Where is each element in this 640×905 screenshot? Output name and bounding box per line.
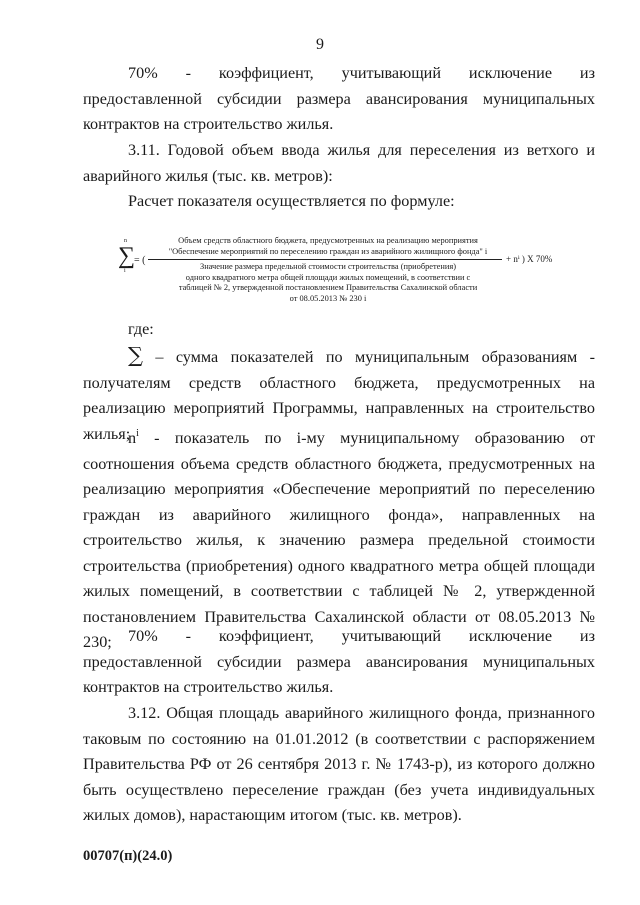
formula-sum-upper: n xyxy=(124,238,127,244)
ni-definition xyxy=(83,421,595,656)
formula-sigma-symbol: ∑ xyxy=(118,243,136,269)
formula-equals: = ( xyxy=(134,255,146,266)
sigma-definition-text: – сумма показателей по муниципальным образованиям - получателям средств областного бюджета, предусмотренных на реализацию мероприятий Программы, направленных на строительство жилья; xyxy=(83,348,595,443)
formula-denominator-line-4: от 08.05.2013 № 230 i xyxy=(289,293,367,303)
ni-superscript: i xyxy=(136,428,139,439)
ni-definition-text: - показатель по i-му муниципальному образованию от соотношения объема средств областного бюджета, предусмотренных на реализацию мероприятия «Обеспечение мероприятий по переселению граждан из аварийного жилищного фонда», направленных на строительство жилья, к значению размера предельной стоимости строительства (приобретения) одного квадратного метра общей площади жилых помещений, в соответствии с таблицей № 2, утвержденной постановлением Правительства Сахалинской области от 08.05.2013 № 230; xyxy=(83,429,595,651)
formula-denominator-line-2: одного квадратного метра общей площади жилых помещений, в соответствии с xyxy=(185,272,471,282)
formula-numerator xyxy=(148,236,508,257)
formula-numerator-line-1: Объем средств областного бюджета, предусмотренных на реализацию мероприятия xyxy=(178,236,478,245)
formula-block xyxy=(118,232,578,312)
formula-intro: Расчет показателя осуществляется по формуле: xyxy=(128,192,455,210)
formula-numerator-line-2: "Обеспечение мероприятий по переселению граждан из аварийного жилищного фонда" i xyxy=(168,246,488,256)
formula-denominator-line-1: Значение размера предельной стоимости строительства (приобретения) xyxy=(200,262,456,271)
formula-denominator xyxy=(148,262,508,304)
coefficient-paragraph-1: 70% - коэффициент, учитывающий исключение из предоставленной субсидии размера авансирования муниципальных контрактов на строительство жилья. xyxy=(83,64,595,133)
formula-fraction-bar xyxy=(148,259,502,260)
formula-tail: + nⁱ ) X 70% xyxy=(506,254,553,264)
ni-symbol: n xyxy=(128,429,137,447)
sigma-symbol: ∑ xyxy=(128,343,143,367)
footer-code: 00707(п)(24.0) xyxy=(83,848,173,864)
section-3-11-heading: 3.11. Годовой объем ввода жилья для переселения из ветхого и аварийного жилья (тыс. кв. метров): xyxy=(83,141,595,185)
section-3-12-paragraph: 3.12. Общая площадь аварийного жилищного фонда, признанного таковым по состоянию на 01.01.2012 (в соответствии с распоряжением Правительства РФ от 26 сентября 2013 г. № 1743-р), из которого должно быть осуществлено переселение граждан (без учета индивидуальных жилых домов), нарастающим итогом (тыс. кв. метров). xyxy=(83,704,595,824)
formula-sum-lower: i xyxy=(124,268,126,274)
formula-denominator-line-3: таблицей № 2, утвержденной постановлением Правительства Сахалинской области xyxy=(178,283,478,292)
page-number: 9 xyxy=(316,36,324,53)
coefficient-paragraph-2: 70% - коэффициент, учитывающий исключение из предоставленной субсидии размера авансирования муниципальных контрактов на строительство жилья. xyxy=(83,627,595,696)
where-label: где: xyxy=(128,320,154,338)
